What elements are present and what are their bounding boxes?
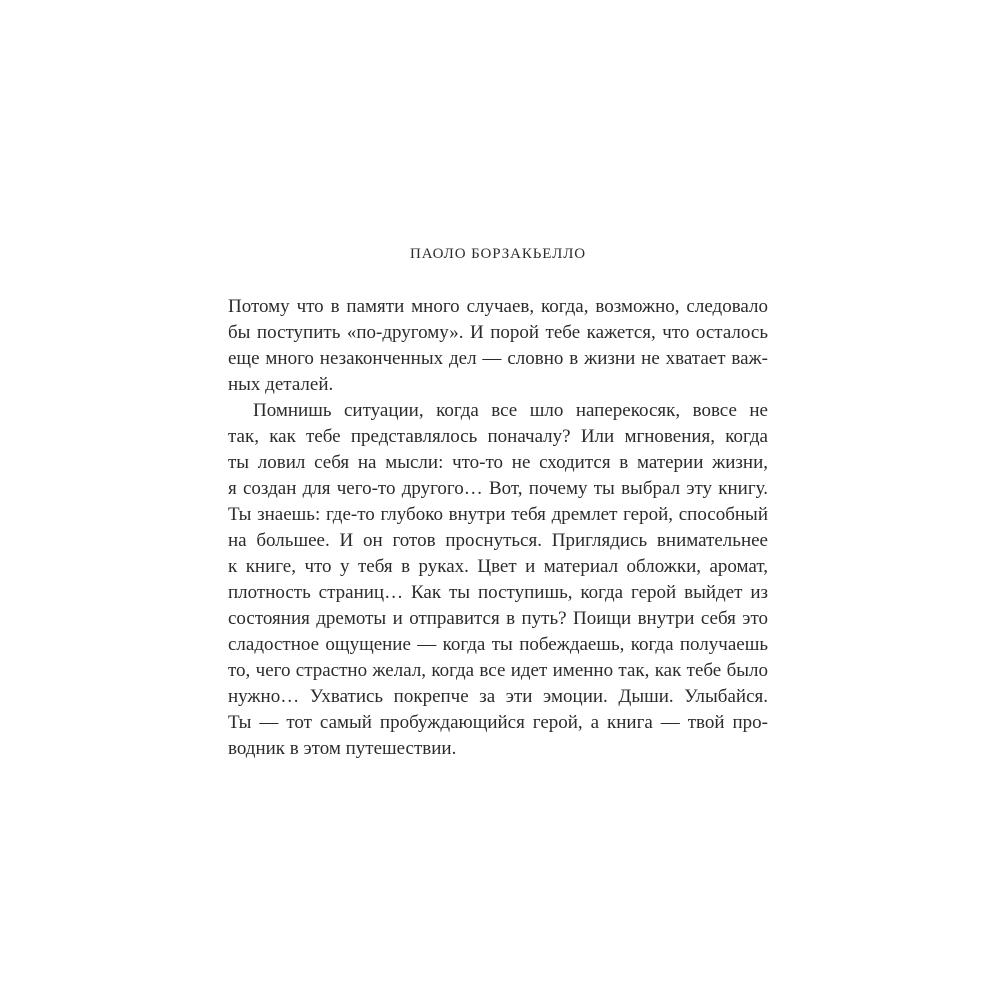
text-line: то, чего страстно желал, когда все идет именно так, как тебе было xyxy=(228,660,768,681)
text-line: состояния дремоты и отправится в путь? Поищи внутри себя это xyxy=(228,608,768,629)
text-line: так, как тебе представлялось поначалу? Или мгновения, когда xyxy=(228,426,768,447)
paragraph xyxy=(228,294,768,398)
text-line: водник в этом путешествии. xyxy=(228,738,457,759)
text-block xyxy=(228,294,768,762)
text-line: Ты — тот самый пробуждающийся герой, а книга — твой про- xyxy=(228,712,768,733)
text-line: еще много незаконченных дел — словно в жизни не хватает важ- xyxy=(228,348,768,369)
text-line: я создан для чего-то другого… Вот, почему ты выбрал эту книгу. xyxy=(228,478,768,499)
text-line: Потому что в памяти много случаев, когда, возможно, следовало xyxy=(228,296,768,317)
paragraph xyxy=(228,398,768,762)
text-line: к книге, что у тебя в руках. Цвет и материал обложки, аромат, xyxy=(228,556,768,577)
text-line: Помнишь ситуации, когда все шло наперекосяк, вовсе не xyxy=(253,400,768,421)
text-line: плотность страниц… Как ты поступишь, когда герой выйдет из xyxy=(228,582,768,603)
text-line: ты ловил себя на мысли: что-то не сходится в материи жизни, xyxy=(228,452,768,473)
text-line: ных деталей. xyxy=(228,374,334,395)
running-header: ПАОЛО БОРЗАКЬЕЛЛО xyxy=(409,246,587,262)
text-line: сладостное ощущение — когда ты побеждаешь, когда получаешь xyxy=(228,634,768,655)
text-line: на большее. И он готов проснуться. Приглядись внимательнее xyxy=(228,530,768,551)
text-line: нужно… Ухватись покрепче за эти эмоции. Дыши. Улыбайся. xyxy=(228,686,768,707)
text-line: Ты знаешь: где-то глубоко внутри тебя дремлет герой, способный xyxy=(228,504,768,525)
text-line: бы поступить «по-другому». И порой тебе кажется, что осталось xyxy=(228,322,768,343)
